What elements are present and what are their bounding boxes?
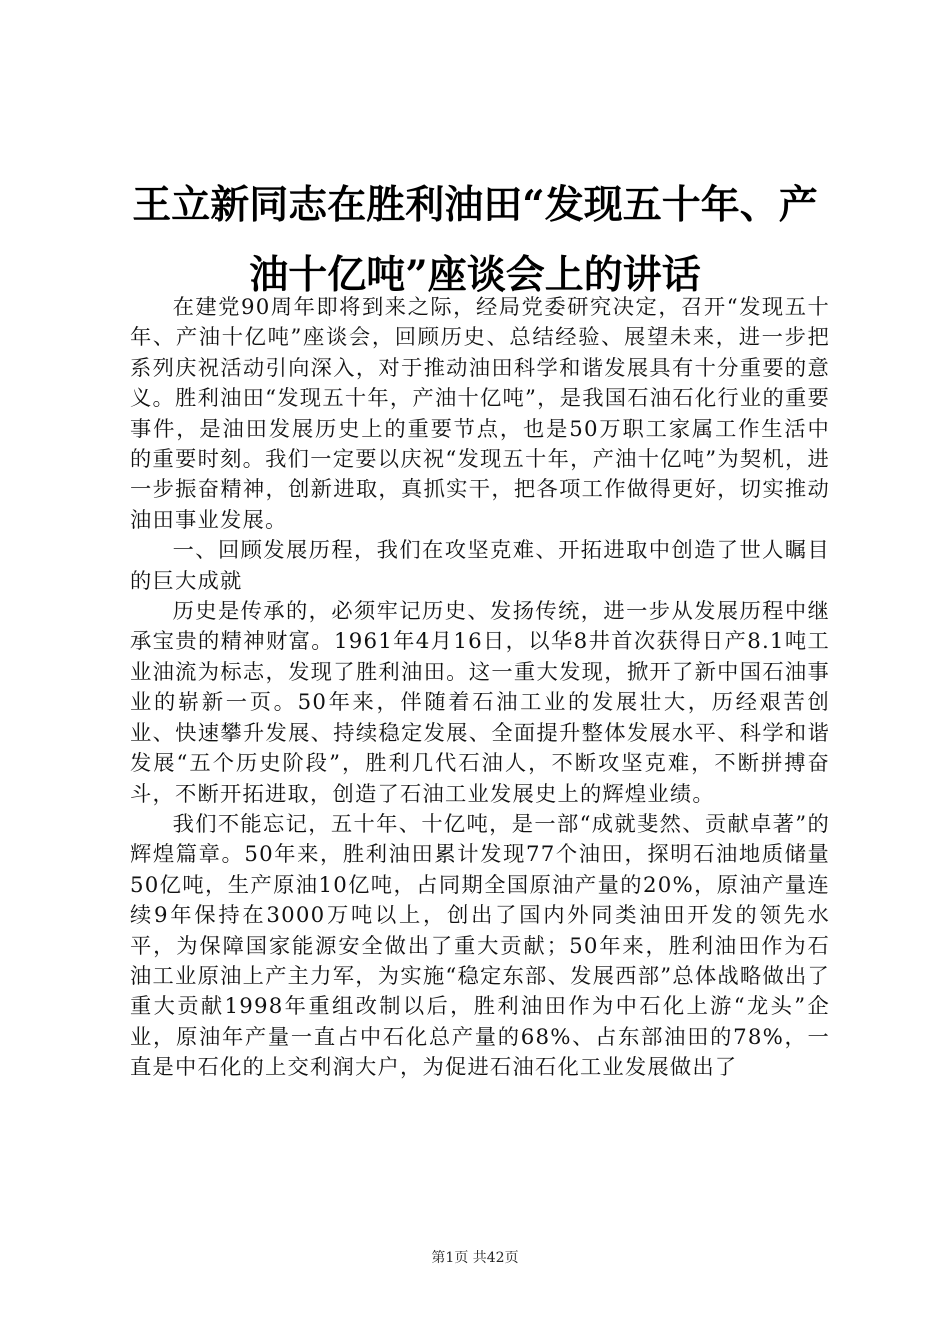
paragraph-intro: 在建党90周年即将到来之际，经局党委研究决定，召开“发现五十年、产油十亿吨”座谈会，回顾历史、总结经验、展望未来，进一步把系列庆祝活动引向深入，对于推动油田科学和谐发展具有十分重要的意义。胜利油田“发现五十年，产油十亿吨”，是我国石油石化行业的重要事件，是油田发展历史上的重要节点，也是50万职工家属工作生活中的重要时刻。我们一定要以庆祝“发现五十年，产油十亿吨”为契机，进一步振奋精神，创新进取，真抓实干，把各项工作做得更好，切实推动油田事业发展。 — [130, 295, 830, 533]
section-heading-1: 一、回顾发展历程，我们在攻坚克难、开拓进取中创造了世人瞩目的巨大成就 — [130, 538, 830, 594]
page-number-footer: 第1页 共42页 — [431, 1250, 519, 1266]
paragraph-achievements: 我们不能忘记，五十年、十亿吨，是一部“成就斐然、贡献卓著”的辉煌篇章。50年来，胜利油田累计发现77个油田，探明石油地质储量50亿吨，生产原油10亿吨，占同期全国原油产量的20%，原油产量连续9年保持在3000万吨以上，创出了国内外同类油田开发的领先水平，为保障国家能源安全做出了重大贡献；50年来，胜利油田作为石油工业原油上产主力军，为实施“稳定东部、发展西部”总体战略做出了重大贡献1998年重组改制以后，胜利油田作为中石化上游“龙头”企业，原油年产量一直占中石化总产量的68%、占东部油田的78%，一直是中石化的上交利润大户，为促进石油石化工业发展做出了 — [130, 811, 830, 1081]
paragraph-history: 历史是传承的，必须牢记历史、发扬传统，进一步从发展历程中继承宝贵的精神财富。1961年4月16日，以华8井首次获得日产8.1吨工业油流为标志，发现了胜利油田。这一重大发现，掀开了新中国石油事业的崭新一页。50年来，伴随着石油工业的发展壮大，历经艰苦创业、快速攀升发展、持续稳定发展、全面提升整体发展水平、科学和谐发展“五个历史阶段”，胜利几代石油人，不断攻坚克难，不断拼搏奋斗，不断开拓进取，创造了石油工业发展史上的辉煌业绩。 — [130, 599, 830, 807]
document-body — [130, 293, 830, 1084]
document-title: 王立新同志在胜利油田“发现五十年、产油十亿吨”座谈会上的讲话 — [132, 182, 818, 298]
